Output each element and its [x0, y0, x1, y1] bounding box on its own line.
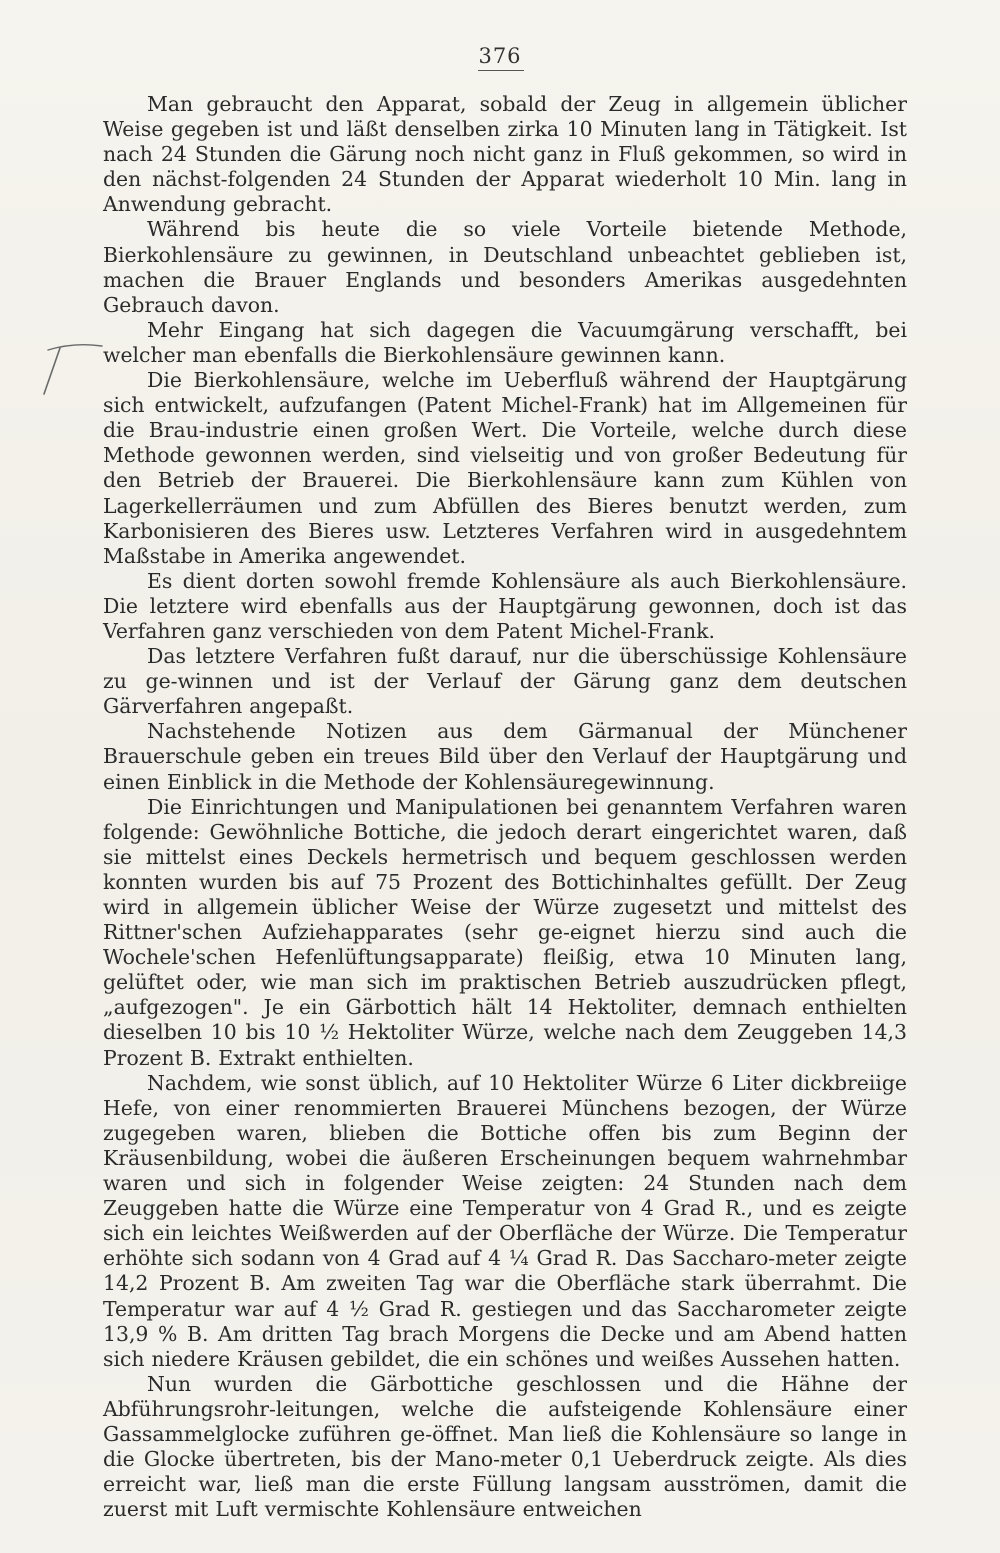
paragraph-1: Man gebraucht den Apparat, sobald der Zeug in allgemein üblicher Weise gegeben ist und läßt denselben zirka 10 Minuten lang in Tätigkeit. Ist nach 24 Stunden die Gärung noch nicht ganz in Fluß gekommen, so wird in den nächst-folgenden 24 Stunden der Apparat wiederholt 10 Min. lang in Anwendung gebracht.	[103, 92, 907, 217]
paragraph-3: Mehr Eingang hat sich dagegen die Vacuumgärung verschafft, bei welcher man ebenfalls die Bierkohlensäure gewinnen kann.	[103, 317, 907, 367]
paragraph-7: Nachstehende Notizen aus dem Gärmanual der Münchener Brauerschule geben ein treues Bild über den Verlauf der Hauptgärung und einen Einblick in die Methode der Kohlensäuregewinnung.	[103, 719, 907, 794]
handwritten-margin-mark-icon	[30, 338, 110, 398]
body-text	[103, 92, 907, 1522]
paragraph-4: Die Bierkohlensäure, welche im Ueberfluß während der Hauptgärung sich entwickelt, aufzufangen (Patent Michel-Frank) hat im Allgemeinen für die Brau-industrie einen großen Wert. Die Vorteile, welche durch diese Methode gewonnen werden, sind vielseitig und von großer Bedeutung für den Betrieb der Brauerei. Die Bierkohlensäure kann zum Kühlen von Lagerkellerräumen und zum Abfüllen des Bieres benutzt werden, zum Karbonisieren des Bieres usw. Letzteres Verfahren wird in ausgedehntem Maßstabe in Amerika angewendet.	[103, 368, 907, 568]
paragraph-9: Nachdem, wie sonst üblich, auf 10 Hektoliter Würze 6 Liter dickbreiige Hefe, von einer renommierten Brauerei Münchens bezogen, der Würze zugegeben waren, blieben die Bottiche offen bis zum Beginn der Kräusenbildung, wobei die äußeren Erscheinungen bequem wahrnehmbar waren und sich in folgender Weise zeigten: 24 Stunden nach dem Zeuggeben hatte die Würze eine Temperatur von 4 Grad R., und es zeigte sich ein leichtes Weißwerden auf der Oberfläche der Würze. Die Temperatur erhöhte sich sodann von 4 Grad auf 4 ¼ Grad R. Das Saccharo-meter zeigte 14,2 Prozent B. Am zweiten Tag war die Oberfläche stark überrahmt. Die Temperatur war auf 4 ½ Grad R. gestiegen und das Saccharometer zeigte 13,9 % B. Am dritten Tag brach Morgens die Decke und am Abend hatten sich niedere Kräusen gebildet, die ein schönes und weißes Aussehen hatten.	[103, 1070, 907, 1371]
page-number-underline	[478, 70, 524, 71]
paragraph-6: Das letztere Verfahren fußt darauf, nur die überschüssige Kohlensäure zu ge-winnen und ist der Verlauf der Gärung ganz dem deutschen Gärverfahren angepaßt.	[103, 644, 907, 719]
paragraph-8: Die Einrichtungen und Manipulationen bei genanntem Verfahren waren folgende: Gewöhnliche Bottiche, die jedoch derart eingerichtet waren, daß sie mittelst eines Deckels hermetrisch und bequem geschlossen werden konnten wurden bis auf 75 Prozent des Bottichinhaltes gefüllt. Der Zeug wird in allgemein üblicher Weise der Würze zugesetzt und mittelst des Rittner'schen Aufziehapparates (sehr ge-eignet hierzu sind auch die Wochele'schen Hefenlüftungsapparate) fleißig, etwa 10 Minuten lang, gelüftet oder, wie man sich im praktischen Betrieb auszudrücken pflegt, „aufgezogen". Je ein Gärbottich hält 14 Hektoliter, demnach enthielten dieselben 10 bis 10 ½ Hektoliter Würze, welche nach dem Zeuggeben 14,3 Prozent B. Extrakt enthielten.	[103, 794, 907, 1070]
paragraph-10: Nun wurden die Gärbottiche geschlossen und die Hähne der Abführungsrohr-leitungen, welche die aufsteigende Kohlensäure einer Gassammelglocke zuführen ge-öffnet. Man ließ die Kohlensäure so lange in die Glocke übertreten, bis der Mano-meter 0,1 Ueberdruck zeigte. Als dies erreicht war, ließ man die erste Füllung langsam ausströmen, damit die zuerst mit Luft vermischte Kohlensäure entweichen	[103, 1371, 907, 1522]
page-number: 376	[478, 44, 522, 68]
paragraph-2: Während bis heute die so viele Vorteile bietende Methode, Bierkohlensäure zu gewinnen, in Deutschland unbeachtet geblieben ist, machen die Brauer Englands und besonders Amerikas ausgedehnten Gebrauch davon.	[103, 217, 907, 317]
paragraph-5: Es dient dorten sowohl fremde Kohlensäure als auch Bierkohlensäure. Die letztere wird ebenfalls aus der Hauptgärung gewonnen, doch ist das Verfahren ganz verschieden von dem Patent Michel-Frank.	[103, 568, 907, 643]
